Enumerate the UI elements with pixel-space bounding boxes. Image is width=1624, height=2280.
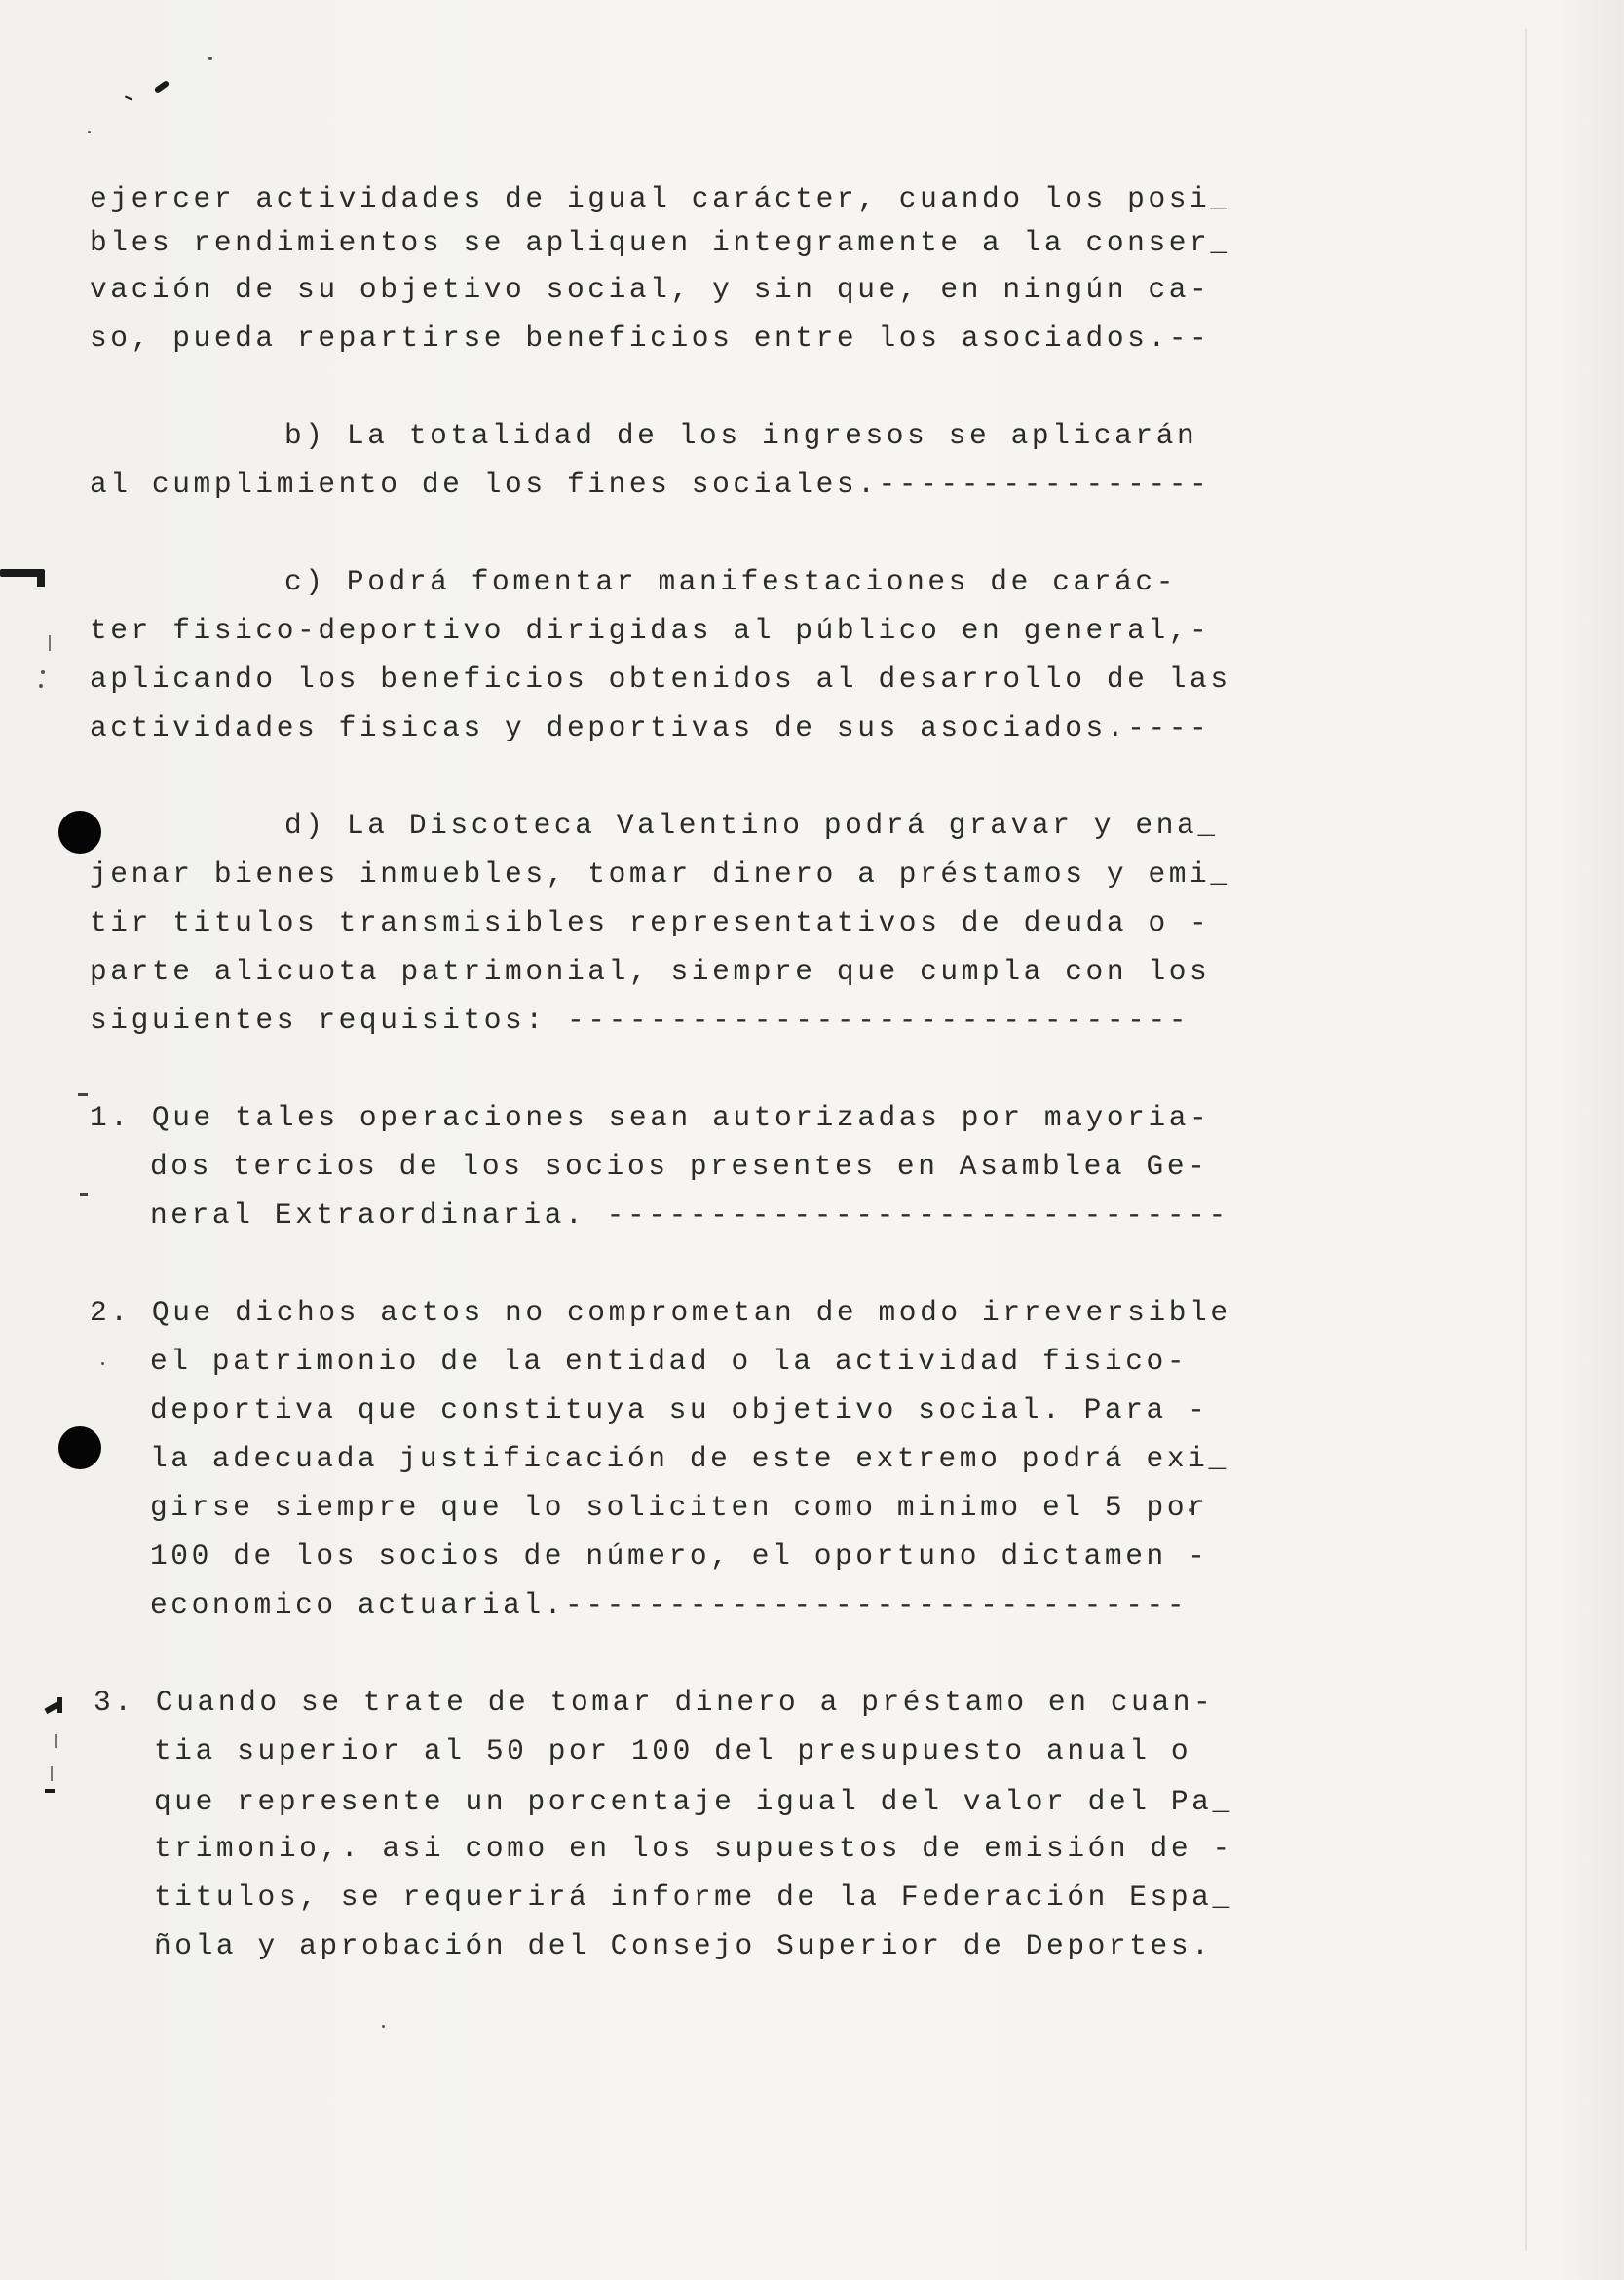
text-line: economico actuarial.------------------------------ (150, 1588, 1189, 1621)
margin-mark (37, 575, 45, 587)
text-line: trimonio,. asi como en los supuestos de emisión de - (154, 1832, 1233, 1865)
text-line: que represente un porcentaje igual del valor del Pa_ (154, 1785, 1233, 1818)
margin-tick (45, 1789, 55, 1793)
margin-mark (57, 1697, 62, 1713)
margin-tick (80, 1193, 88, 1196)
punch-hole (58, 811, 101, 854)
text-line: 100 de los socios de número, el oportuno dictamen - (150, 1539, 1209, 1573)
margin-tick (55, 1734, 57, 1748)
text-line: parte alicuota patrimonial, siempre que cumpla con los (90, 955, 1211, 988)
text-line: bles rendimientos se apliquen integramente a la conser_ (90, 226, 1231, 259)
text-line: girse siempre que lo soliciten como minimo el 5 por (150, 1491, 1209, 1524)
ink-scribble (154, 80, 170, 94)
paragraph-c: c) Podrá fomentar manifestaciones de carác- (284, 565, 1178, 598)
requirement-2: 2. Que dichos actos no comprometan de modo irreversible (90, 1296, 1231, 1329)
paragraph-d: d) La Discoteca Valentino podrá gravar y ena_ (284, 809, 1219, 842)
text-line: so, pueda repartirse beneficios entre los asociados.-- (90, 322, 1211, 355)
text-line: vación de su objetivo social, y sin que, en ningún ca- (90, 273, 1211, 306)
ink-scribble-tick (125, 95, 132, 100)
text-line: tia superior al 50 por 100 del presupuesto anual o (154, 1734, 1192, 1767)
text-line: titulos, se requerirá informe de la Federación Espa_ (154, 1881, 1233, 1914)
margin-tick (41, 670, 45, 674)
text-line: al cumplimiento de los fines sociales.---------------- (90, 468, 1211, 501)
margin-tick (51, 1766, 53, 1781)
text-line: neral Extraordinaria. ------------------------------ (150, 1198, 1229, 1232)
text-line: aplicando los beneficios obtenidos al desarrollo de las (90, 663, 1231, 696)
ink-speck (208, 57, 212, 60)
text-line: jenar bienes inmuebles, tomar dinero a préstamos y emi_ (90, 857, 1231, 891)
margin-tick (39, 684, 43, 688)
text-line: el patrimonio de la entidad o la actividad fisico- (150, 1345, 1189, 1378)
margin-tick (78, 1093, 88, 1096)
text-line: ter fisico-deportivo dirigidas al público en general,- (90, 614, 1211, 647)
paragraph-b: b) La totalidad de los ingresos se aplicarán (284, 419, 1198, 452)
requirement-3: 3. Cuando se trate de tomar dinero a préstamo en cuan- (94, 1686, 1215, 1719)
punch-hole (58, 1426, 101, 1469)
text-line: ejercer actividades de igual carácter, cuando los posi_ (90, 182, 1231, 215)
text-line: tir titulos transmisibles representativos de deuda o - (90, 906, 1211, 939)
ink-speck (101, 1362, 104, 1365)
ink-speck (88, 131, 91, 133)
requirement-1: 1. Que tales operaciones sean autorizadas por mayoria- (90, 1101, 1211, 1134)
margin-tick (49, 635, 51, 651)
text-line: siguientes requisitos: ------------------------------ (90, 1004, 1190, 1037)
text-line: la adecuada justificación de este extremo podrá exi_ (150, 1442, 1229, 1475)
text-line: actividades fisicas y deportivas de sus asociados.---- (90, 711, 1211, 744)
text-line: dos tercios de los socios presentes en Asamblea Ge- (150, 1150, 1209, 1183)
ink-speck (382, 2025, 385, 2028)
page-edge-shadow (1525, 29, 1527, 2251)
text-line: ñola y aprobación del Consejo Superior de Deportes. (154, 1929, 1213, 1962)
text-line: deportiva que constituya su objetivo social. Para - (150, 1393, 1209, 1426)
